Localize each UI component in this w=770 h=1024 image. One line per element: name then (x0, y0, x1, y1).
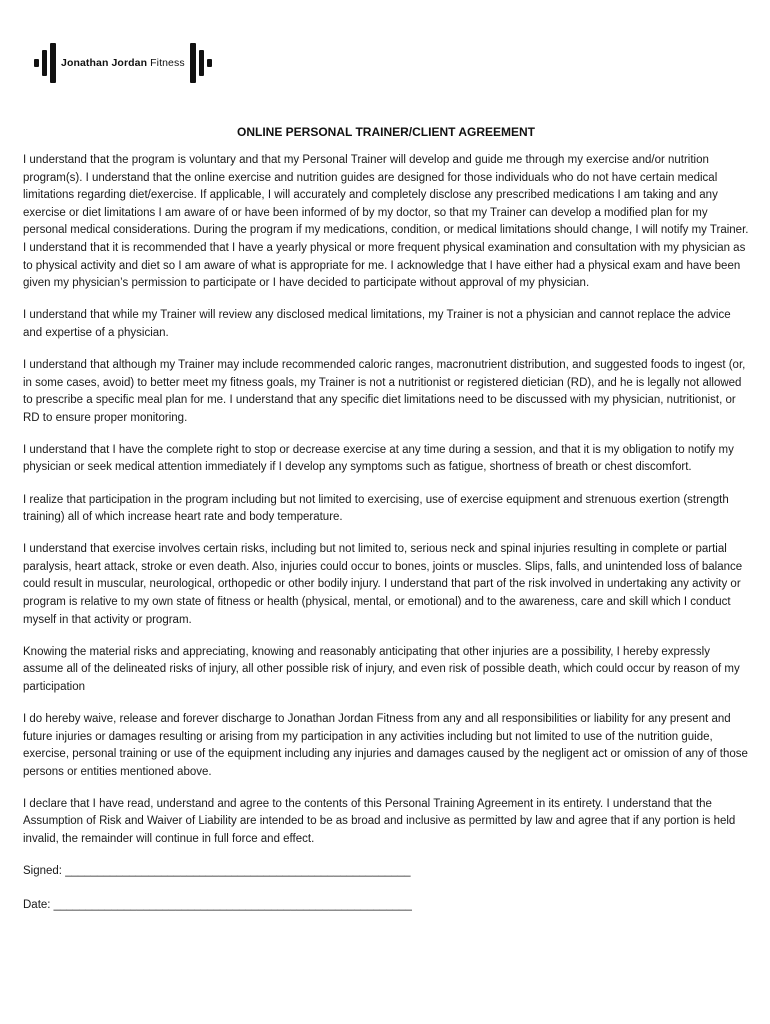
logo-wordmark (61, 57, 185, 69)
paragraph-not-nutritionist: I understand that although my Trainer may include recommended caloric ranges, macronutrient distribution, and suggested foods to ingest (or, in some cases, avoid) to better meet my fitness goals, my Trainer is not a nutritionist or registered dietician (RD), and he is legally not allowed to prescribe a specific meal plan for me. I understand that any specific diet limitations need to be discussed with my physician, nutritionist, or RD to ensure proper monitoring. (23, 358, 746, 424)
paragraph-not-physician: I understand that while my Trainer will review any disclosed medical limitations, my Trainer is not a physician and cannot replace the advice and expertise of a physician. (23, 309, 731, 339)
date-field[interactable]: Date: ________________________________________________________ (23, 898, 412, 911)
logo-name-bold: Jonathan Jordan (61, 57, 148, 69)
paragraph-right-to-stop: I understand that I have the complete right to stop or decrease exercise at any time during a session, and that it is my obligation to notify my physician or seek medical attention immediately if I develop any symptoms such as fatigue, shortness of breath or chest discomfort. (23, 443, 734, 474)
dumbbell-right-icon (190, 42, 212, 84)
signed-field[interactable]: Signed: ______________________________________________________ (23, 865, 411, 878)
paragraph-participation: I realize that participation in the program including but not limited to exercising, use of exercise equipment and strenuous exertion (strength training) all of which increase heart rate and body temperature. (23, 493, 729, 524)
logo-name-light: Fitness (150, 57, 185, 69)
paragraph-exercise-risks: I understand that exercise involves certain risks, including but not limited to, serious neck and spinal injuries resulting in complete or partial paralysis, heart attack, stroke or even death. Also, injuries could occur to bones, joints or muscles. Slips, falls, and unintended loss of balance could result in muscular, neurological, orthopedic or other bodily injury. I understand that part of the risk involved in undertaking any activity or program is relative to my own state of fitness or health (physical, mental, or emotional) and to the awareness, care and skill which I conduct myself in that activity or program. (23, 543, 743, 626)
document-title: ONLINE PERSONAL TRAINER/CLIENT AGREEMENT (236, 125, 535, 139)
agreement-document (23, 125, 749, 930)
dumbbell-left-icon (34, 42, 56, 84)
paragraph-waiver-release: I do hereby waive, release and forever discharge to Jonathan Jordan Fitness from any and all responsibilities or liability for any present and future injuries or damages resulting or arising from my participation in any activities including but not limited to use of the nutrition guide, exercise, personal training or use of the equipment including any injuries and damages caused by the negligent act or omission of any of those persons or entities mentioned above. (23, 712, 748, 778)
paragraph-program-voluntary: I understand that the program is voluntary and that my Personal Trainer will develop and guide me through my exercise and/or nutrition program(s). I understand that the online exercise and nutrition guides are designed for those individuals who do not have certain medical limitations regarding diet/exercise. If applicable, I will accurately and completely disclose any prescribed medications I am taking and any exercise or diet limitations I am aware of or have been informed of by my doctor, so that my Trainer can develop a modified plan for my personal medical considerations. During the program if my medications, condition, or medical limitations should change, I will notify my Trainer. I understand that it is recommended that I have a yearly physical or more frequent physical examination and consultation with my physician as to physical activity and diet so I am aware of what is appropriate for me. I acknowledge that I have either had a physical exam and have been given my physician’s permission to participate or I have decided to participate without approval of my physician. (23, 154, 749, 290)
paragraph-assume-risks: Knowing the material risks and appreciating, knowing and reasonably anticipating that other injuries are a possibility, I hereby expressly assume all of the delineated risks of injury, all other possible risk of injury, and even risk of possible death, which could occur by reason of my participation (23, 645, 740, 693)
paragraph-declaration: I declare that I have read, understand and agree to the contents of this Personal Training Agreement in its entirety. I understand that the Assumption of Risk and Waiver of Liability are intended to be as broad and inclusive as permitted by law and agree that if any portion is held invalid, the remainder will continue in full force and effect. (23, 797, 736, 845)
company-logo (34, 42, 212, 84)
